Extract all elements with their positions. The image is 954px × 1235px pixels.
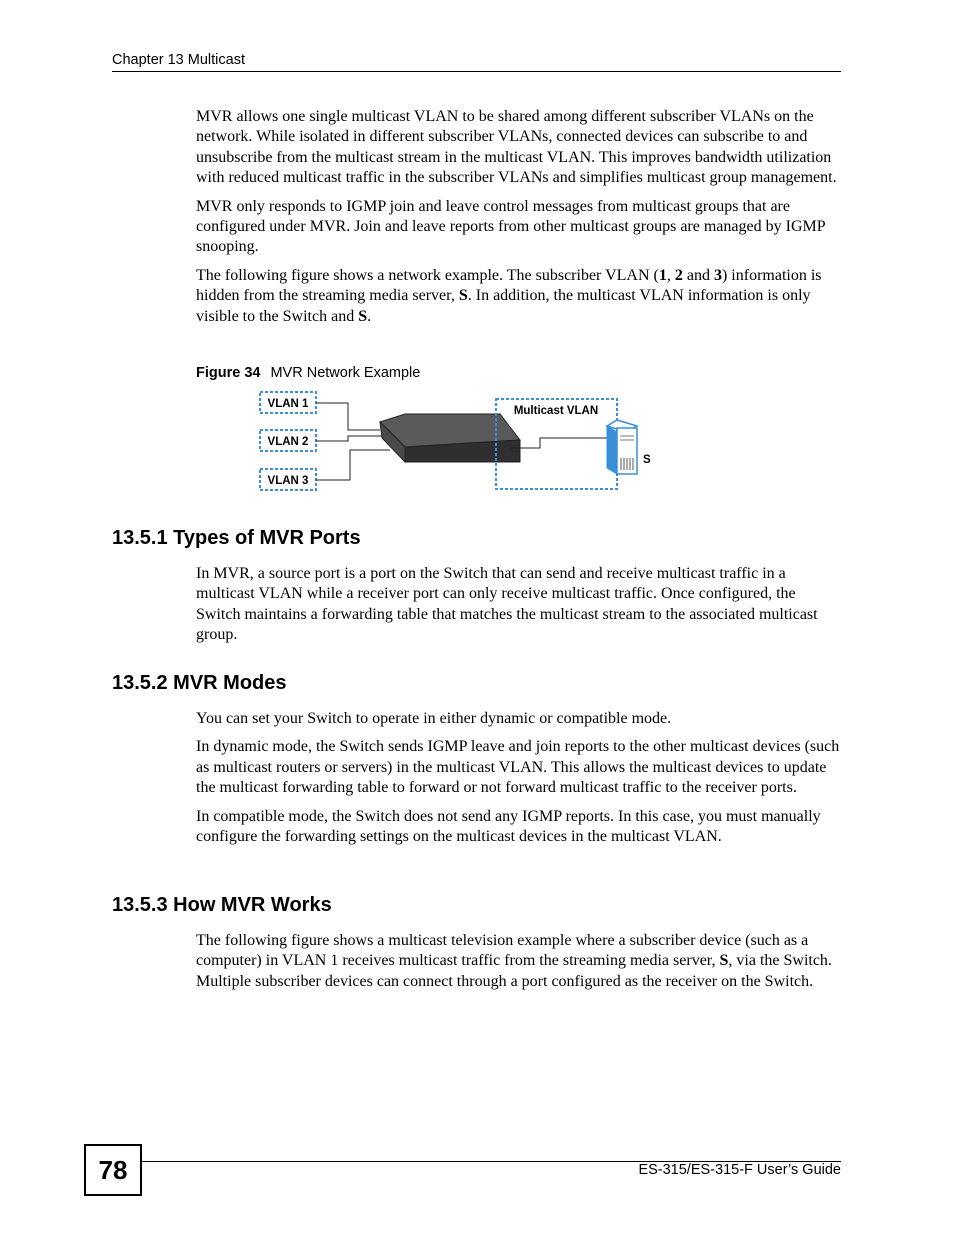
vlan-1-link — [316, 403, 380, 430]
guide-title: ES-315/ES-315-F User’s Guide — [638, 1162, 841, 1178]
intro-paragraph-3 — [196, 266, 842, 327]
text-run: The following figure shows a multicast television example where a subscriber device (such as a computer) in VLAN 1 receives multicast traffic from the streaming media server, — [196, 932, 809, 970]
section-2-text — [196, 709, 842, 855]
header-rule — [112, 71, 841, 72]
bold-run: 1 — [658, 266, 667, 284]
server-icon — [607, 420, 637, 474]
section-2-paragraph-1: You can set your Switch to operate in either dynamic or compatible mode. — [196, 710, 672, 727]
vlan-2-link — [316, 436, 383, 441]
figure-title: MVR Network Example — [270, 365, 421, 381]
intro-text — [196, 107, 842, 335]
text-run: ) information is hidden from the streaming media server, — [196, 266, 822, 305]
section-heading-types-of-mvr-ports: 13.5.1 Types of MVR Ports — [112, 527, 361, 549]
bold-run: 3 — [713, 266, 722, 284]
vlan-3-link — [316, 450, 390, 480]
vlan-1-label: VLAN 1 — [267, 398, 309, 410]
section-heading-mvr-modes: 13.5.2 MVR Modes — [112, 672, 287, 694]
section-3-paragraph-1 — [196, 931, 842, 992]
section-1-text — [196, 564, 842, 654]
vlan-2-label: VLAN 2 — [267, 436, 309, 448]
chapter-header: Chapter 13 Multicast — [112, 52, 245, 68]
section-2-paragraph-3: In compatible mode, the Switch does not send any IGMP reports. In this case, you must manually configure the forwarding settings on the multicast devices in the multicast VLAN. — [196, 807, 821, 846]
page-number: 78 — [84, 1144, 142, 1196]
mvr-network-diagram — [255, 390, 655, 495]
bold-run: S — [458, 287, 468, 305]
intro-paragraph-2: MVR only responds to IGMP join and leave control messages from multicast groups that are configured under MVR. Join and leave reports from other multicast groups are managed by IGMP snooping. — [196, 197, 826, 256]
multicast-vlan-label: Multicast VLAN — [513, 405, 599, 417]
section-1-paragraph-1: In MVR, a source port is a port on the Switch that can send and receive multicast traffic in a multicast VLAN while a receiver port can only receive multicast traffic. Once configured, the Switch maintains a forwarding table that matches the multicast stream to the associated multicast group. — [196, 565, 818, 644]
text-run: , — [666, 266, 675, 284]
section-2-paragraph-2: In dynamic mode, the Switch sends IGMP leave and join reports to the other multicast devices (such as multicast routers or servers) in the multicast VLAN. This allows the multicast devices to update the multicast forwarding table to forward or not forward multicast traffic to the receiver ports. — [196, 738, 840, 797]
server-label: S — [643, 454, 651, 466]
figure-number: Figure 34 — [196, 365, 261, 381]
bold-run: 2 — [674, 266, 683, 284]
bold-run: S — [358, 307, 368, 325]
text-run: , via the Switch. Multiple subscriber devices can connect through a port configured as the receiver on the Switch. — [196, 952, 832, 990]
text-run: The following figure shows a network example. The subscriber VLAN ( — [196, 266, 659, 284]
text-run: . — [367, 307, 372, 325]
vlan-3-label: VLAN 3 — [267, 475, 309, 487]
text-run: . In addition, the multicast VLAN information is only visible to the Switch and — [196, 287, 811, 325]
intro-paragraph-1: MVR allows one single multicast VLAN to be shared among different subscriber VLANs on the network. While isolated in different subscriber VLANs, connected devices can subscribe to and unsubscribe from the multicast stream in the multicast VLAN. This improves bandwidth utilization with reduced multicast traffic in the subscriber VLANs and simplifies multicast group management. — [196, 108, 837, 187]
section-heading-how-mvr-works: 13.5.3 How MVR Works — [112, 894, 332, 916]
figure-caption — [196, 365, 420, 381]
text-run: and — [682, 266, 714, 284]
switch-icon — [380, 414, 520, 462]
switch-server-link — [510, 438, 607, 448]
bold-run: S — [719, 952, 729, 970]
section-3-text — [196, 931, 842, 1000]
